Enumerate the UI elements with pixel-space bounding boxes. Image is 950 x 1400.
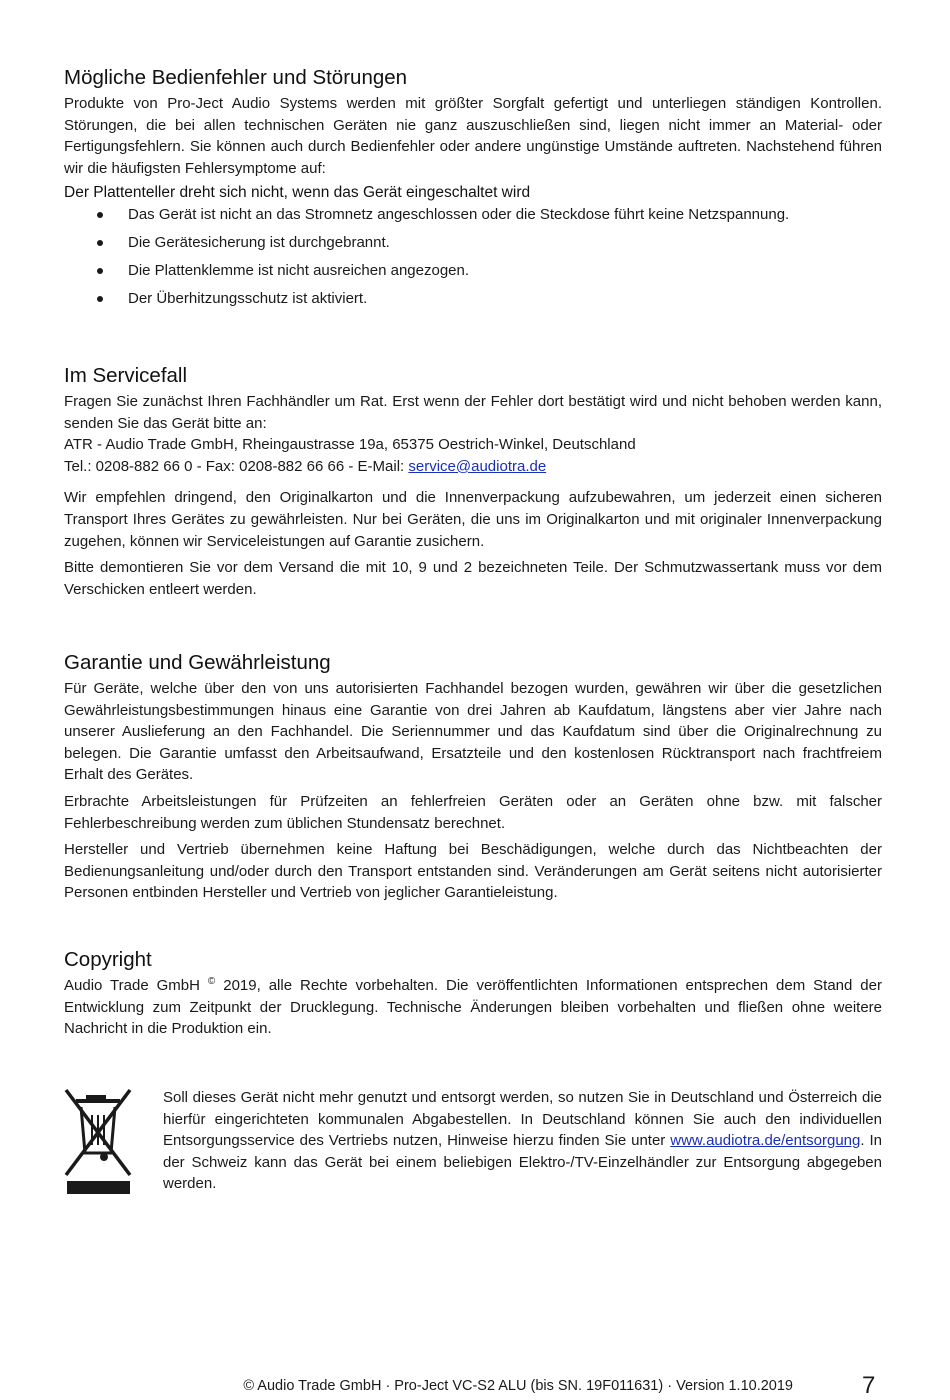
paragraph bbox=[163, 1087, 882, 1195]
section-warranty bbox=[64, 651, 882, 909]
section-heading: Garantie und Gewährleistung bbox=[64, 651, 331, 674]
contact-line bbox=[64, 456, 882, 478]
bullet-list bbox=[64, 204, 882, 309]
disposal-notice bbox=[64, 1087, 882, 1202]
section-heading: Copyright bbox=[64, 948, 152, 971]
paragraph: Bitte demontieren Sie vor dem Versand die mit 10, 9 und 2 bezeichneten Teile. Der Schmutzwassertank muss vor dem Verschicken entleert werden. bbox=[64, 559, 882, 598]
section-copyright bbox=[64, 948, 882, 1045]
page-footer: © Audio Trade GmbH · Pro-Ject VC-S2 ALU (bis SN. 19F011631) · Version 1.10.2019 bbox=[243, 1378, 793, 1394]
company-name: Audio Trade GmbH bbox=[64, 977, 208, 994]
contact-prefix: Tel.: 0208-882 66 0 - Fax: 0208-882 66 66 - E-Mail: bbox=[64, 457, 409, 475]
paragraph: Produkte von Pro-Ject Audio Systems werden mit größter Sorgfalt gefertigt und unterliegen ständigen Kontrollen. Störungen, die bei allen technischen Geräten nie ganz auszuschließen sind, liegen nicht immer an Material- oder Fertigungsfehlern. Sie können auch durch Bedienfehler oder andere ungünstige Umstände auftreten. Nachstehend führen wir die häufigsten Fehlersymptome auf: bbox=[64, 95, 882, 177]
address: ATR - Audio Trade GmbH, Rheingaustrasse 19a, 65375 Oestrich-Winkel, Deutschland bbox=[64, 436, 636, 454]
paragraph bbox=[64, 975, 882, 1040]
paragraph: Hersteller und Vertrieb übernehmen keine Haftung bei Beschädigungen, welche durch das Nichtbeachten der Bedienungsanleitung und/oder durch den Transport entstanden sind. Veränderungen am Gerät seitens nicht autorisierter Personen entbinden Hersteller und Vertrieb von jeglicher Garantieleistung. bbox=[64, 841, 882, 902]
list-item: Der Überhitzungsschutz ist aktiviert. bbox=[64, 288, 882, 310]
subheading: Der Plattenteller dreht sich nicht, wenn das Gerät eingeschaltet wird bbox=[64, 184, 531, 202]
paragraph: Fragen Sie zunächst Ihren Fachhändler um Rat. Erst wenn der Fehler dort bestätigt wird und nicht behoben werden kann, senden Sie das Gerät bitte an: bbox=[64, 393, 882, 432]
copyright-text: 2019, alle Rechte vorbehalten. Die veröffentlichten Informationen entsprechen dem Stand der Entwicklung zum Zeitpunkt der Drucklegung. Technische Änderungen bleiben vorbehalten und fließen ohne weitere Nachricht in die Produktion ein. bbox=[64, 977, 882, 1038]
paragraph: Erbrachte Arbeitsleistungen für Prüfzeiten an fehlerfreien Geräten oder an Geräten ohne bzw. mit falscher Fehlerbeschreibung werden zum üblichen Stundensatz berechnet. bbox=[64, 792, 882, 832]
page-number: 7 bbox=[862, 1372, 876, 1399]
email-link[interactable]: service@audiotra.de bbox=[408, 457, 547, 475]
disposal-link[interactable]: www.audiotra.de/entsorgung bbox=[670, 1132, 861, 1150]
list-item: Die Gerätesicherung ist durchgebrannt. bbox=[64, 232, 882, 254]
section-heading: Im Servicefall bbox=[64, 364, 188, 387]
copyright-symbol: © bbox=[207, 976, 216, 987]
section-service bbox=[64, 364, 882, 605]
list-item: Die Plattenklemme ist nicht ausreichen angezogen. bbox=[64, 260, 882, 282]
disposal-text-block bbox=[163, 1087, 882, 1200]
disposal-text: Soll dieses Gerät nicht mehr genutzt und entsorgt werden, so nutzen Sie in Deutschland und Österreich die hierfür eingerichteten kommunalen Abgabestellen. In Deutschland können Sie auch den individuellen Entsorgungsservice des Vertriebs nutzen, Hinweise hierzu finden Sie unter bbox=[163, 1089, 882, 1150]
section-troubleshooting bbox=[64, 66, 882, 316]
disposal-text-end: . In der Schweiz kann das Gerät bei einem beliebigen Elektro-/TV-Einzelhändler zur Entsorgung abgegeben werden. bbox=[163, 1132, 882, 1193]
paragraph: Wir empfehlen dringend, den Originalkarton und die Innenverpackung aufzubewahren, um jederzeit einen sicheren Transport Ihres Gerätes zu gewährleisten. Nur bei Geräten, die uns im Originalkarton und mit originaler Innenverpackung zugehen, können wir Serviceleistungen auf Garantie zusichern. bbox=[64, 489, 882, 550]
list-item: Das Gerät ist nicht an das Stromnetz angeschlossen oder die Steckdose führt keine Netzspannung. bbox=[64, 204, 882, 226]
crossed-out-wheelie-bin-icon bbox=[64, 1087, 132, 1195]
section-heading: Mögliche Bedienfehler und Störungen bbox=[64, 66, 408, 89]
paragraph: Für Geräte, welche über den von uns autorisierten Fachhandel bezogen wurden, gewähren wir über die gesetzlichen Gewährleistungsbestimmungen hinaus eine Garantie von drei Jahren ab Kaufdatum, längstens aber vier Jahre nach unserer Auslieferung an den Fachhandel. Die Seriennummer und das Kaufdatum sind über die Originalrechnung zu belegen. Die Garantie umfasst den Arbeitsaufwand, Ersatzteile und den kostenlosen Rücktransport nach frachtfreiem Erhalt des Gerätes. bbox=[64, 680, 882, 784]
